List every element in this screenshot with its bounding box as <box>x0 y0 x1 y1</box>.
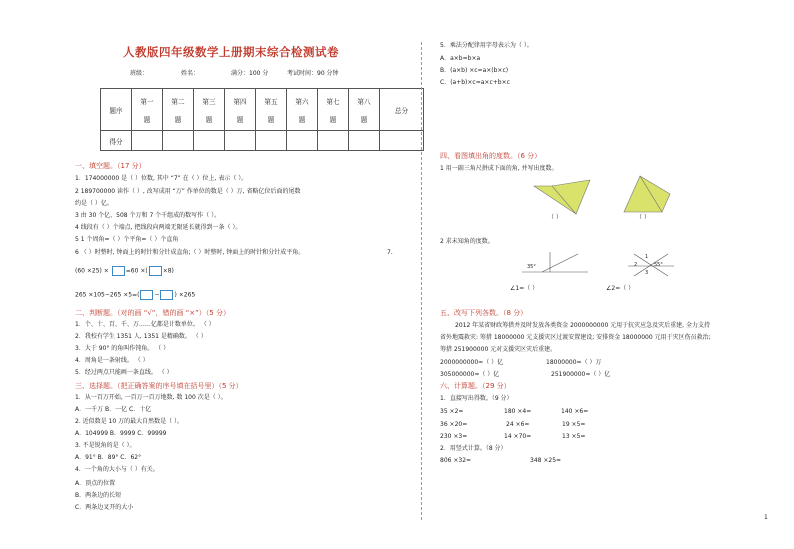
score-table <box>100 88 424 151</box>
score-cell[interactable] <box>318 131 349 151</box>
page-title: 人教版四年级数学上册期末综合检测试卷 <box>123 45 339 59</box>
angle-figure-1 <box>520 250 590 276</box>
col-5: 第五 题 <box>256 89 287 131</box>
score-cell[interactable] <box>132 131 163 151</box>
answer-box[interactable] <box>149 266 162 276</box>
s6-calc: 140 ×6= <box>561 408 589 415</box>
s2-item: 5．经过两点只能画一条直线。 （ ） <box>75 369 173 376</box>
s6-calc: 13 ×5= <box>562 433 586 440</box>
s1-q5: 5 1 个周角=（ ）个平角=（ ）个直角 <box>75 236 179 243</box>
score-cell[interactable] <box>163 131 194 151</box>
s6-q2: 2．用竖式计算。（8 分） <box>440 445 507 452</box>
s4-q2: 2 求未知角的度数。 <box>440 238 494 245</box>
s3-q5-option-a: A．a×b=b×a <box>440 55 481 62</box>
s4-answer-1: （ ） <box>548 214 562 221</box>
s3-q4-option-b: B．两条边的长短 <box>75 492 122 499</box>
angle-label-1: 1 <box>645 254 649 260</box>
triangle-figure-1 <box>532 176 594 220</box>
col-4: 第四 题 <box>225 89 256 131</box>
s3-q4-option-a: A．顶点的位置 <box>75 480 116 487</box>
answer-box[interactable] <box>112 266 125 276</box>
s6-calc: 180 ×4= <box>504 408 532 415</box>
score-cell[interactable] <box>287 131 318 151</box>
s2-item: 3．大于 90° 的角叫作钝角。 （ ） <box>75 345 170 352</box>
s5-rewrite: 2000000000≈（ ）亿 <box>440 359 504 366</box>
class-label: 班级： <box>130 70 149 77</box>
answer-box[interactable] <box>140 290 153 300</box>
s4-angle2-answer: ∠2=（ ） <box>606 285 635 292</box>
page-number: 1 <box>764 514 768 521</box>
s5-para-1: 2012 年某省财政筹措并及时发放各类资金 2000000000 元用于抗灾应急及灾后重建, 全力支持 <box>455 322 710 329</box>
section-2-heading: 二、判断题。（对的画 “√”，错的画 “×”）（5 分） <box>75 309 230 317</box>
s3-q3-options: A．91° B．89° C．62° <box>75 454 142 461</box>
col-3: 第三 题 <box>194 89 225 131</box>
s6-calc: 36 ×20= <box>440 421 468 428</box>
row-head-score: 得分 <box>101 131 132 151</box>
s5-para-2: 省外地震救灾: 筹措 18000000 元支援灾区过渡安置建设; 安排资金 18000000 元用于灾区伤员救治; <box>440 334 711 341</box>
row-head-order: 题序 <box>101 89 132 131</box>
answer-box[interactable] <box>160 290 173 300</box>
s1-q4: 4 线段有（ ）个端点, 把线段向两端无限延长就得到一条（ ）。 <box>75 224 242 231</box>
score-cell[interactable] <box>380 131 424 151</box>
score-cell[interactable] <box>225 131 256 151</box>
col-2: 第二 题 <box>163 89 194 131</box>
s3-q5-option-b: B．(a×b) ×c=a×(b×c) <box>440 67 509 74</box>
s6-calc: 230 ×3= <box>440 433 468 440</box>
s3-q4: 4．一个角的大小与（ ）有关。 <box>75 466 159 473</box>
s1-q7-label: 7. <box>387 249 393 256</box>
s3-q1-options: A．一千万 B．一亿 C．十亿 <box>75 406 152 413</box>
s2-item: 4．周角是一条射线。 （ ） <box>75 357 149 364</box>
col-1: 第一 题 <box>132 89 163 131</box>
column-divider <box>421 42 422 520</box>
s4-answer-2: （ ） <box>636 214 650 221</box>
s6-calc: 24 ×6= <box>506 421 530 428</box>
col-7: 第七 题 <box>318 89 349 131</box>
section-3-heading: 三、选择题。（把正确答案的序号填在括号里）（5 分） <box>75 382 243 390</box>
s3-q5: 5．乘法分配律用字母表示为（ ）。 <box>440 42 533 49</box>
s5-rewrite: 18000000=（ ）万 <box>546 359 602 366</box>
s5-rewrite: 251900000≈（ ）亿 <box>551 371 611 378</box>
s3-q2: 2. 近似数是 10 万的最大自然数是（ ）。 <box>75 418 183 425</box>
score-label: 满分：100 分 <box>231 70 269 77</box>
s6-calc: 35 ×2= <box>440 408 464 415</box>
s6-calc: 14 ×70= <box>504 433 532 440</box>
s1-q2b: 约是（ ）亿。 <box>75 200 113 207</box>
s5-rewrite: 305000000≈（ ）亿 <box>440 371 500 378</box>
section-5-heading: 五、改写下列各数。（8 分） <box>440 309 528 317</box>
s1-q7b: 265 ×105−265 ×5=( − ) ×265 <box>75 291 196 299</box>
angle-label-2: 2 <box>634 262 638 268</box>
col-8: 第八 题 <box>349 89 380 131</box>
s1-q7a: (60 ×25) × =60 ×( ×8) <box>75 267 174 275</box>
s3-q4-option-c: C．两条边叉开的大小 <box>75 504 134 511</box>
score-cell[interactable] <box>256 131 287 151</box>
s4-angle1-answer: ∠1=（ ） <box>510 285 539 292</box>
name-label: 姓名： <box>181 70 200 77</box>
s2-item: 2．我校有学生 1351 人, 1351 是精确数。 （ ） <box>75 333 207 340</box>
s6-vertical-calc: 348 ×25= <box>530 457 562 464</box>
score-cell[interactable] <box>349 131 380 151</box>
s6-calc: 19 ×5= <box>562 421 586 428</box>
section-1-heading: 一、填空题。（17 分） <box>75 162 146 170</box>
col-6: 第六 题 <box>287 89 318 131</box>
s6-vertical-calc: 806 ×32= <box>440 457 472 464</box>
s3-q3: 3. 不是锐角的是（ ）。 <box>75 442 136 449</box>
s4-q1: 1 用一副三角尺拼成下面的角, 并写出度数。 <box>440 165 558 172</box>
s1-q6a: 6 （ ）时整时, 钟面上的时针和分针成直角;（ ）时整时, 钟面上的时针和分针成平角。 <box>75 249 305 256</box>
angle-35-label: 35° <box>527 264 536 270</box>
s6-q1: 1．直接写出得数。（9 分） <box>440 395 513 402</box>
angle-55-label: 55° <box>654 262 663 268</box>
score-cell[interactable] <box>194 131 225 151</box>
section-4-heading: 四、看图填出角的度数。（6 分） <box>440 152 542 160</box>
angle-label-3: 3 <box>645 270 649 276</box>
s3-q1: 1．从一百万开始, 一百万一百万地数, 数 100 次是（ ）。 <box>75 394 227 401</box>
s3-q5-option-c: C．(a+b)×c=a×c+b×c <box>440 79 510 86</box>
s3-q2-options: A．104999 B．9999 C．99999 <box>75 430 167 437</box>
s5-para-3: 筹措 251900000 元对支援灾区灾后重建。 <box>440 346 557 353</box>
time-label: 考试时间：90 分钟 <box>287 70 339 77</box>
s1-q3: 3 由 30 个亿、508 个万和 7 个千组成的数写作（ ）。 <box>75 212 221 219</box>
col-total: 总分 <box>380 89 424 131</box>
section-6-heading: 六、计算题。（29 分） <box>440 382 511 390</box>
s1-q1: 1．174000000 是（ ）位数, 其中 “7” 在（ ）位上, 表示（ ）。 <box>75 175 248 182</box>
s1-q2a: 2 189700000 读作（ ）, 改写成用 “万” 作单位的数是（ ）万, 省略亿位后面的尾数 <box>75 188 301 195</box>
s2-item: 1．个、十、百、千、万……亿都是计数单位。 （ ） <box>75 321 215 328</box>
